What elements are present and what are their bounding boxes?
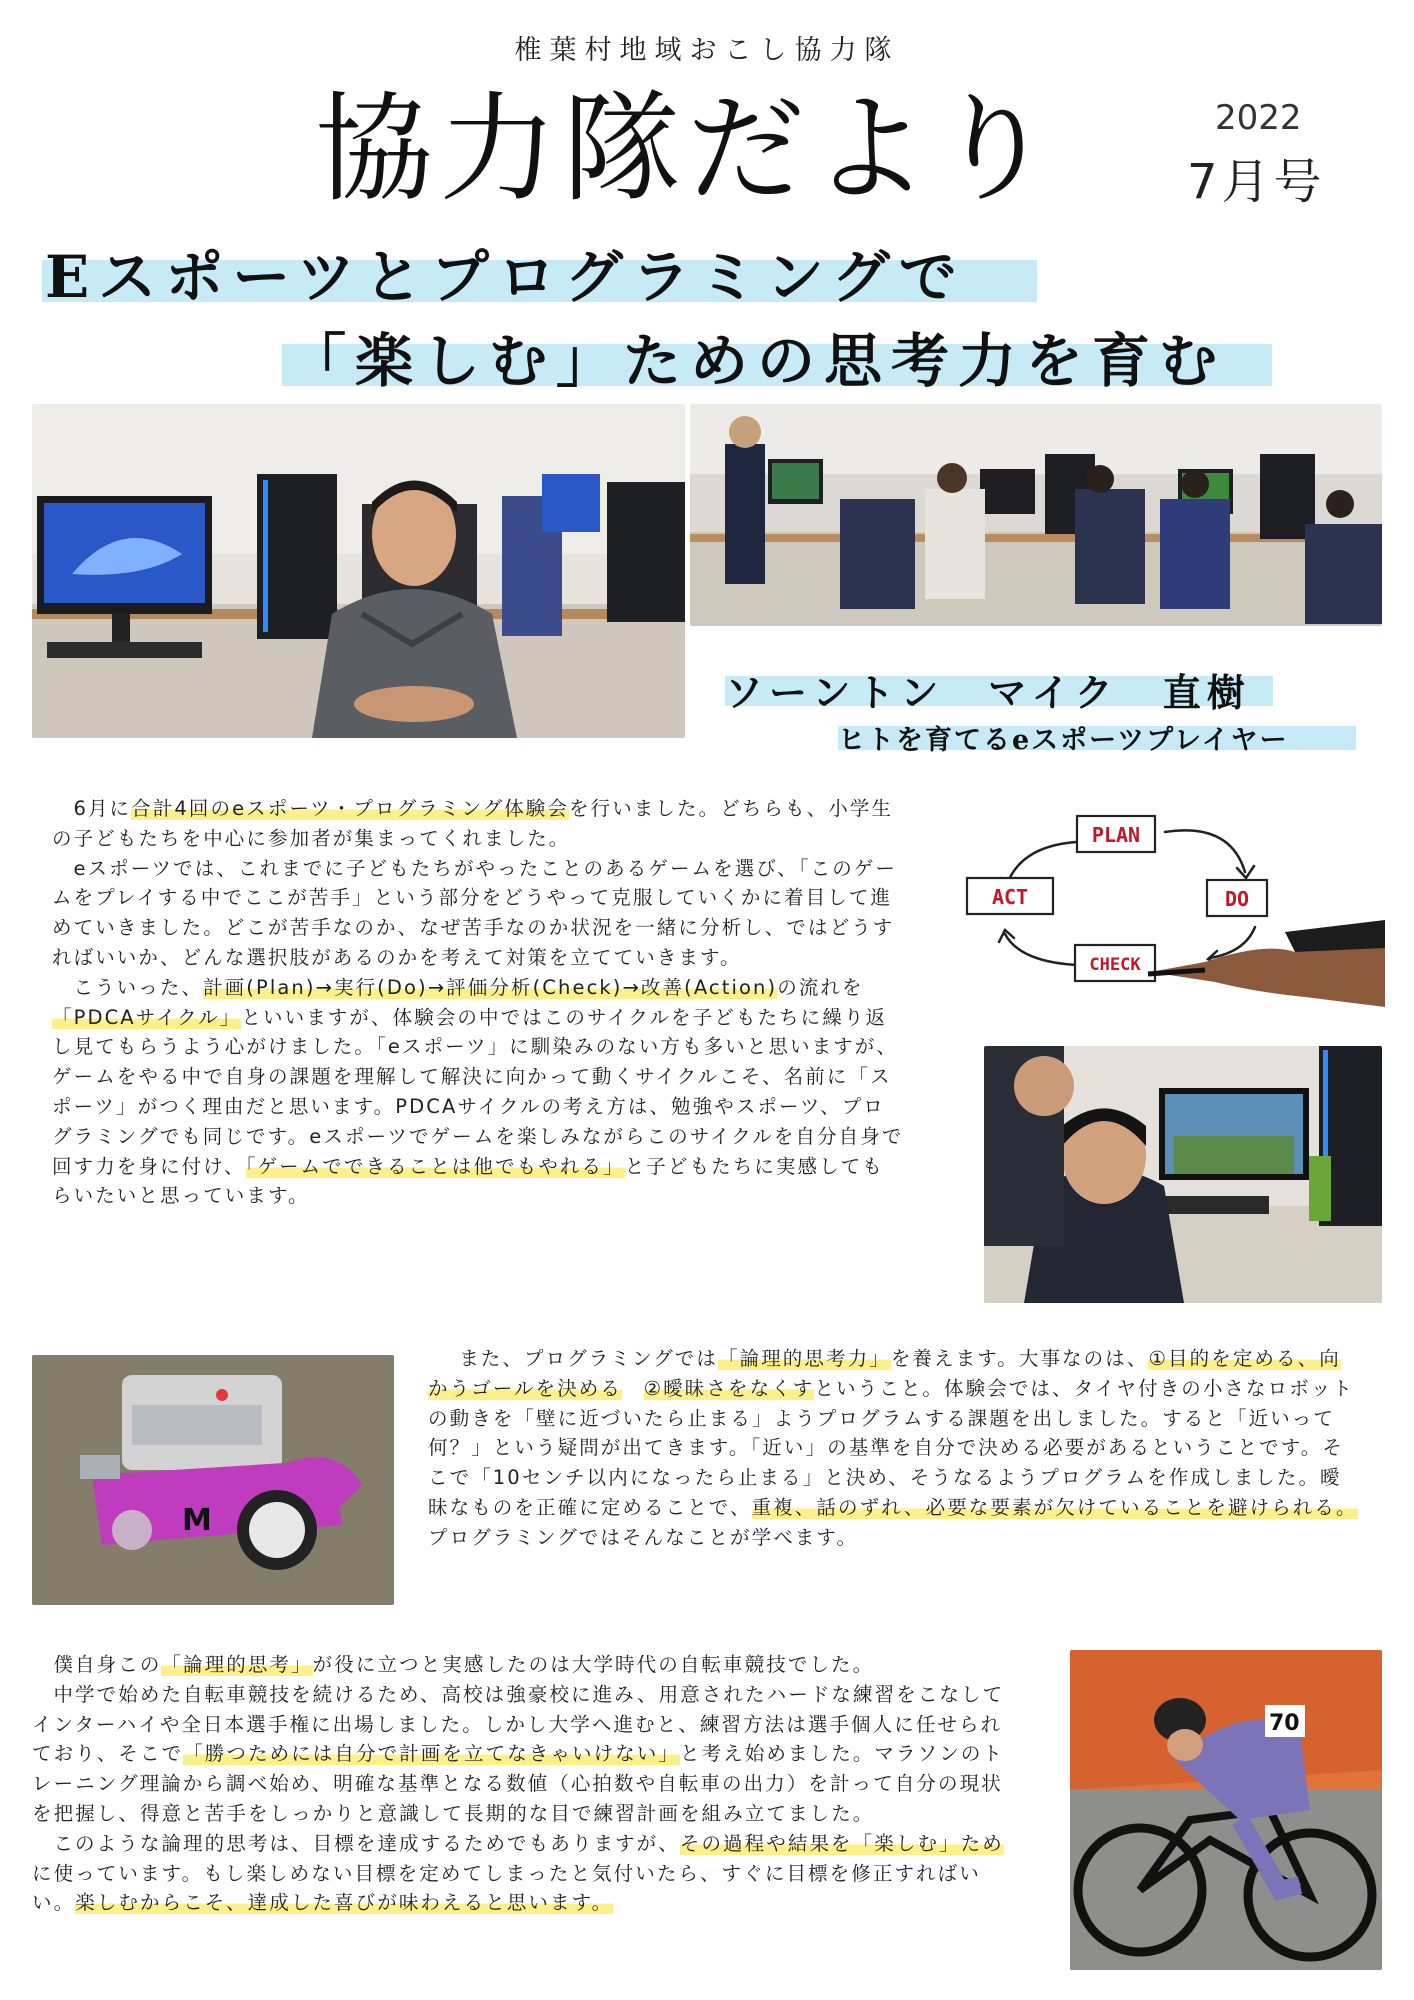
organization-name: 椎葉村地域おこし協力隊 [514,35,900,66]
bib-number: 70 [1269,1711,1300,1736]
article-section-1 [52,794,904,1211]
paragraph: 6月に合計4回のeスポーツ・プログラミング体験会を行いました。どちらも、小学生の子どもたちを中心に参加者が集まってくれました。 [52,797,894,850]
highlight: 「論理的思考」 [161,1653,313,1676]
robot-photo [32,1355,394,1605]
paragraph: eスポーツでは、これまでに子どもたちがやったことのあるゲームを選び、「このゲームをプレイする中でここが苦手」という部分をどうやって克服していくかに着目して進めていきました。どこが苦手なのか、なぜ苦手なのか状況を一緒に分析し、ではどうすればいいか、どんな選択肢があるのかを考えて対策を立てていきます。 [52,856,898,969]
highlight: 重複、話のずれ、必要な要素が欠けていることを避けられる。 [751,1495,1358,1519]
pdca-cycle-diagram [965,792,1385,1032]
highlight: ②曖昧さをなくす [643,1376,815,1400]
highlight: 合計4回のeスポーツ・プログラミング体験会 [131,797,569,820]
pdca-check-label: CHECK [1089,955,1141,975]
profile-role: ヒトを育てるeスポーツプレイヤー [838,725,1289,756]
highlight: 「ゲームでできることは他でもやれる」 [245,1154,625,1178]
article-section-3 [32,1650,1022,1918]
paragraph: 僕自身この「論理的思考」が役に立つと実感したのは大学時代の自転車競技でした。 [53,1653,875,1676]
profile-name: ソーントン マイク 直樹 [725,670,1251,715]
paragraph: また、プログラミングでは「論理的思考力」を養えます。大事なのは、①目的を定める、向かうゴールを決める ②曖昧さをなくすということ。体験会では、タイヤ付きの小さなロボットの動きを「壁に近づいたら止まる」ようプログラムする課題を出しました。すると「近いって何？」という疑問が出てきます。「近い」の基準を自分で決める必要があるということです。そこで「10センチ以内になったら止まる」と決め、そうなるようプログラムを作成しました。曖昧なものを正確に定めることで、重複、話のずれ、必要な要素が欠けていることを避けられる。プログラミングではそんなことが学べます。 [428,1347,1358,1549]
paragraph: こういった、計画(Plan)→実行(Do)→評価分析(Check)→改善(Action)の流れを「PDCAサイクル」といいますが、体験会の中ではこのサイクルを子どもたちに繰り返し見てもらうよう心がけました。「eスポーツ」に馴染みのない方も多いと思いますが、ゲームをやる中で自身の課題を理解して解決に向かって動くサイクルこそ、名前に「スポーツ」がつく理由だと思います。PDCAサイクルの考え方は、勉強やスポーツ、プログラミングでも同じです。eスポーツでゲームを楽しみながらこのサイクルを自分自身で回す力を身に付け、「ゲームでできることは他でもやれる」と子どもたちに実感してもらいたいと思っています。 [52,975,904,1208]
pdca-act-label: ACT [991,885,1029,909]
headline-line-2: 「楽しむ」ための思考力を育む [288,327,1227,395]
highlight: 楽しむからこそ、達成した喜びが味わえると思います。 [75,1891,614,1915]
newsletter-title: 協力隊だより [315,80,1060,218]
highlight: 「論理的思考力」 [718,1347,891,1370]
highlight: 「PDCAサイクル」 [52,1005,242,1029]
paragraph: 中学で始めた自転車競技を続けるため、高校は強豪校に進み、用意されたハードな練習をこなしてインターハイや全日本選手権に出場しました。しかし大学へ進むと、練習方法は選手個人に任せられており、そこで「勝つためには自分で計画を立てなきゃいけない」と考え始めました。マラソンのトレーニング理論から調べ始め、明確な基準となる数値（心拍数や自転車の出力）を計って自分の現状を把握し、得意と苦手をしっかりと意識して長期的な目で練習計画を組み立てました。 [32,1682,1005,1825]
highlight: その過程や結果を「楽しむ」ため [679,1831,1004,1855]
portrait-photo [32,404,685,738]
headline-line-1: Eスポーツとプログラミングで [45,243,966,311]
robot-letter: M [182,1503,212,1538]
pdca-do-label: DO [1224,887,1250,911]
issue-year: 2022 [1215,98,1302,138]
cyclist-photo [1070,1650,1382,1970]
issue-month: 7月号 [1187,154,1326,210]
paragraph: このような論理的思考は、目標を達成するためでもありますが、その過程や結果を「楽しむ」ために使っています。もし楽しめない目標を定めてしまったと気付いたら、すぐに目標を修正すればいい。楽しむからこそ、達成した喜びが味わえると思います。 [32,1831,1004,1915]
boy-playing-photo [984,1046,1382,1303]
article-section-2 [428,1344,1358,1553]
children-gaming-photo [690,404,1382,626]
highlight: ①目的を定める、向かうゴールを決める [428,1347,1341,1400]
highlight: 計画(Plan)→実行(Do)→評価分析(Check)→改善(Action) [203,975,778,999]
highlight: 「勝つためには自分で計画を立てなきゃいけない」 [183,1742,681,1766]
pdca-plan-label: PLAN [1091,823,1141,847]
